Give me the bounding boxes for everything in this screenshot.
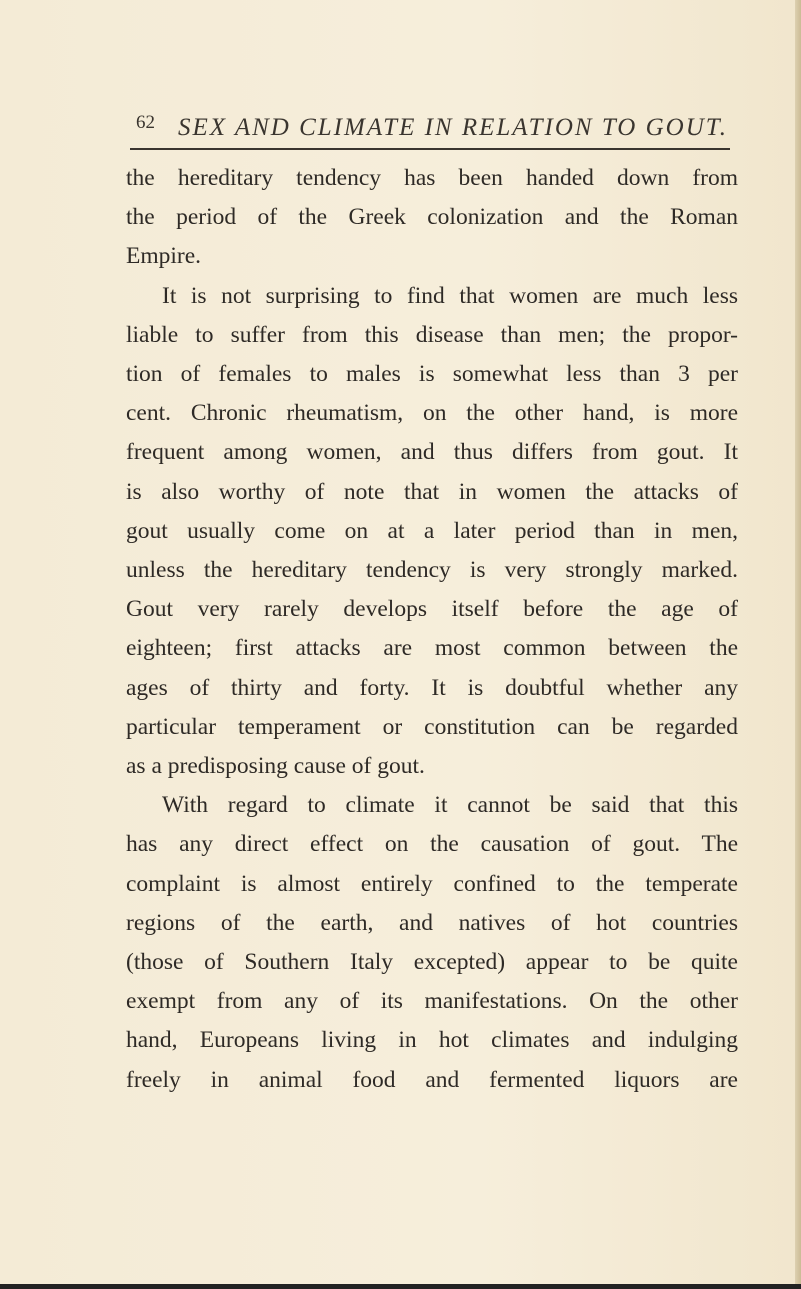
text-line: has any direct effect on the causation of gout. The xyxy=(126,831,738,858)
text-line: ages of thirty and forty. It is doubtful whether any xyxy=(126,674,738,701)
text-line: With regard to climate it cannot be said that this xyxy=(162,792,738,819)
body-text xyxy=(126,159,738,1100)
text-line: exempt from any of its manifestations. On the other xyxy=(126,988,738,1015)
text-line: It is not surprising to find that women are much less xyxy=(162,282,738,309)
page-edge-shadow xyxy=(795,0,801,1289)
running-title: SEX AND CLIMATE IN RELATION TO GOUT. xyxy=(178,114,729,141)
page-number: 62 xyxy=(136,112,155,133)
text-line: Gout very rarely develops itself before the age of xyxy=(126,596,738,623)
text-line: regions of the earth, and natives of hot countries xyxy=(126,909,738,936)
scan-bottom-border xyxy=(0,1284,801,1289)
text-line: complaint is almost entirely confined to the temperate xyxy=(126,870,738,897)
text-line: the period of the Greek colonization and the Roman xyxy=(126,204,738,231)
text-line: particular temperament or constitution can be regarded xyxy=(126,713,738,740)
text-line: unless the hereditary tendency is very strongly marked. xyxy=(126,557,738,584)
text-line: cent. Chronic rheumatism, on the other hand, is more xyxy=(126,400,738,427)
text-line: Empire. xyxy=(126,243,202,270)
text-line: tion of females to males is somewhat less than 3 per xyxy=(126,361,738,388)
text-line: freely in animal food and fermented liquors are xyxy=(126,1066,738,1093)
text-line: frequent among women, and thus differs from gout. It xyxy=(126,439,738,466)
text-line: (those of Southern Italy excepted) appear to be quite xyxy=(126,949,738,976)
text-line: hand, Europeans living in hot climates and indulging xyxy=(126,1027,738,1054)
text-line: liable to suffer from this disease than men; the propor- xyxy=(126,321,738,348)
header-rule xyxy=(130,148,730,150)
text-line: is also worthy of note that in women the attacks of xyxy=(126,478,738,505)
text-line: gout usually come on at a later period than in men, xyxy=(126,517,738,544)
text-line: eighteen; first attacks are most common between the xyxy=(126,635,738,662)
text-line: the hereditary tendency has been handed down from xyxy=(126,165,738,191)
text-line: as a predisposing cause of gout. xyxy=(126,753,425,780)
